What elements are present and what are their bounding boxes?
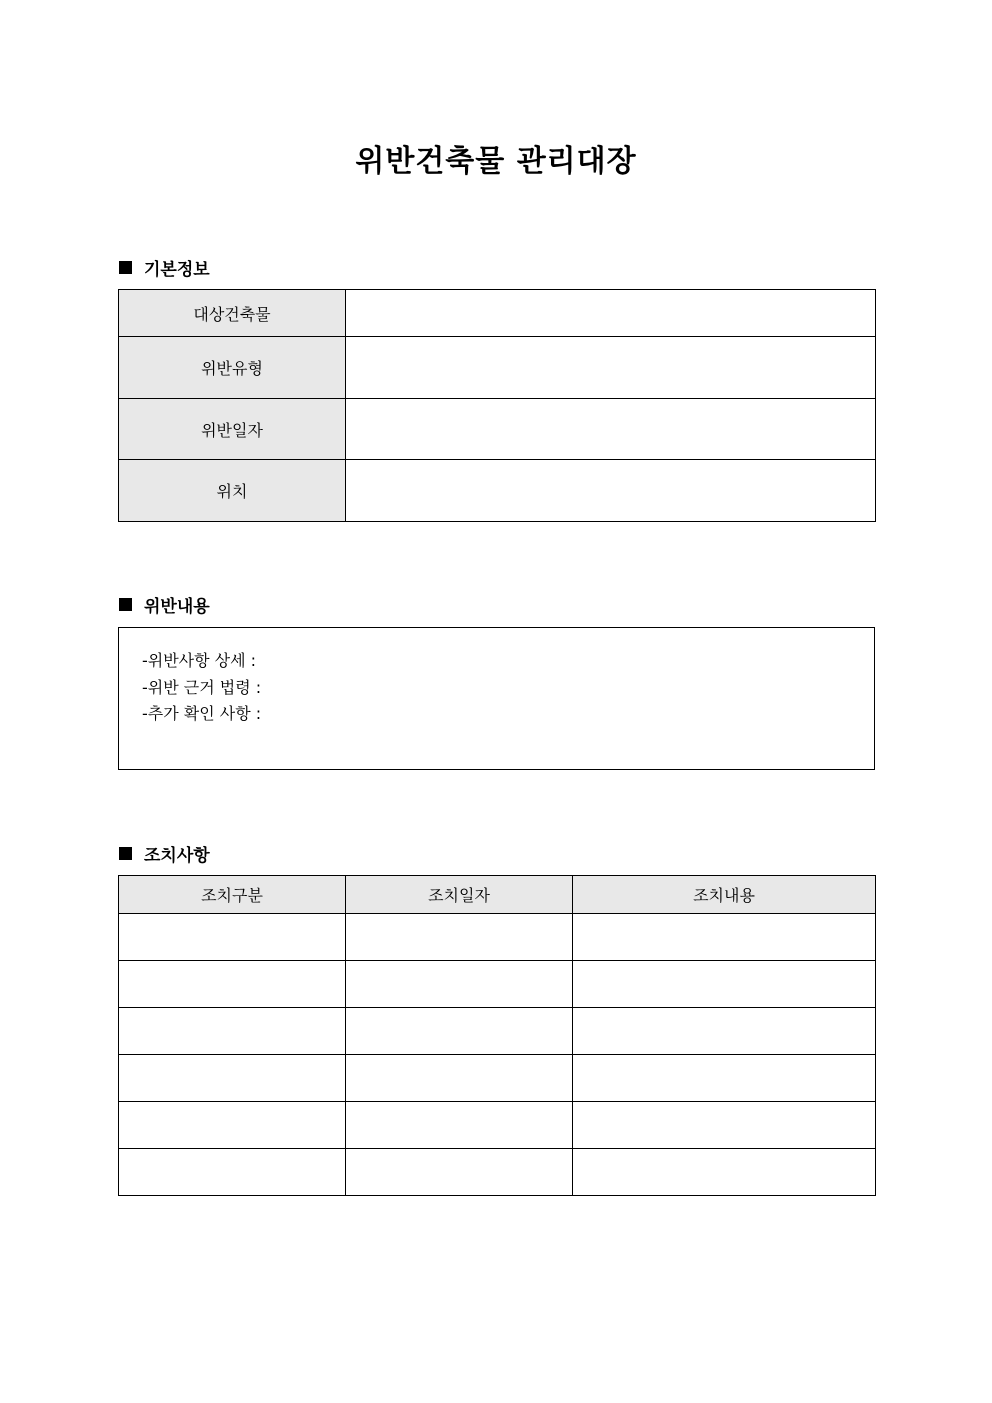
action-date-cell[interactable] <box>346 1008 573 1055</box>
table-row <box>119 1055 876 1102</box>
action-type-cell[interactable] <box>119 1055 346 1102</box>
table-row <box>119 961 876 1008</box>
action-type-cell[interactable] <box>119 1149 346 1196</box>
violation-date-field[interactable] <box>346 399 876 460</box>
row-label: 위반유형 <box>119 337 346 399</box>
table-row <box>119 460 876 522</box>
square-bullet-icon <box>119 261 132 274</box>
table-row <box>119 1102 876 1149</box>
section-heading-label: 조치사항 <box>144 846 210 866</box>
table-row <box>119 290 876 337</box>
action-date-cell[interactable] <box>346 1102 573 1149</box>
violation-line: -추가 확인 사항 : <box>142 704 262 723</box>
column-header: 조치구분 <box>119 876 346 914</box>
table-row <box>119 1008 876 1055</box>
action-type-cell[interactable] <box>119 914 346 961</box>
action-content-cell[interactable] <box>573 1055 876 1102</box>
table-row <box>119 1149 876 1196</box>
action-content-cell[interactable] <box>573 914 876 961</box>
square-bullet-icon <box>119 847 132 860</box>
location-field[interactable] <box>346 460 876 522</box>
row-label: 위반일자 <box>119 399 346 460</box>
row-label: 대상건축물 <box>119 290 346 337</box>
row-label: 위치 <box>119 460 346 522</box>
violation-type-field[interactable] <box>346 337 876 399</box>
basic-info-table <box>118 289 876 522</box>
action-type-cell[interactable] <box>119 1008 346 1055</box>
action-content-cell[interactable] <box>573 961 876 1008</box>
section-heading-basic-info <box>119 255 210 280</box>
table-row <box>119 399 876 460</box>
action-date-cell[interactable] <box>346 1055 573 1102</box>
action-date-cell[interactable] <box>346 1149 573 1196</box>
action-content-cell[interactable] <box>573 1149 876 1196</box>
target-building-field[interactable] <box>346 290 876 337</box>
actions-table <box>118 875 876 1196</box>
violation-line: -위반사항 상세 : <box>142 651 257 670</box>
column-header: 조치내용 <box>573 876 876 914</box>
table-header-row <box>119 876 876 914</box>
action-date-cell[interactable] <box>346 961 573 1008</box>
column-header: 조치일자 <box>346 876 573 914</box>
action-content-cell[interactable] <box>573 1102 876 1149</box>
section-heading-label: 위반내용 <box>144 597 210 617</box>
violation-details-box[interactable] <box>118 627 875 770</box>
action-date-cell[interactable] <box>346 914 573 961</box>
page-title: 위반건축물 관리대장 <box>355 144 637 179</box>
section-heading-violation <box>119 592 210 617</box>
action-content-cell[interactable] <box>573 1008 876 1055</box>
table-row <box>119 337 876 399</box>
table-row <box>119 914 876 961</box>
action-type-cell[interactable] <box>119 1102 346 1149</box>
section-heading-actions <box>119 841 210 866</box>
action-type-cell[interactable] <box>119 961 346 1008</box>
violation-line: -위반 근거 법령 : <box>142 677 262 697</box>
section-heading-label: 기본정보 <box>144 260 210 280</box>
square-bullet-icon <box>119 598 132 611</box>
